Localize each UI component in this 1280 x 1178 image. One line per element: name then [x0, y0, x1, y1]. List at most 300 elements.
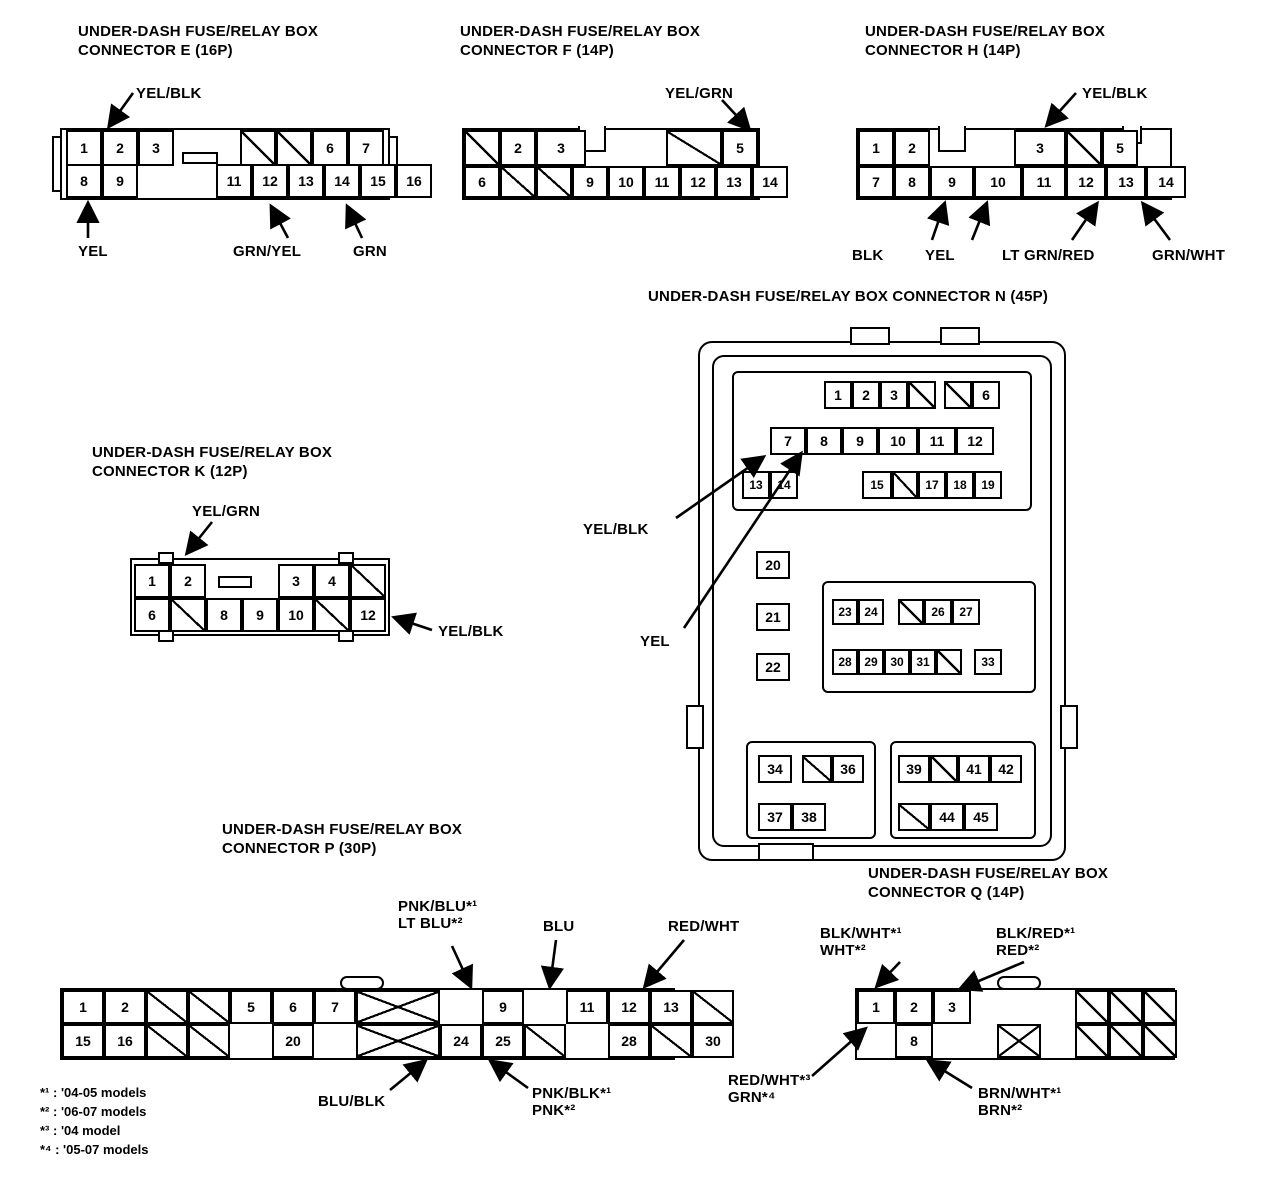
connector-f-pin-6[interactable] — [464, 166, 500, 198]
connector-n-side-tab-left — [686, 705, 704, 749]
connector-h-pin-13[interactable] — [1106, 166, 1146, 198]
connector-n-pin-29[interactable] — [858, 649, 884, 675]
connector-n-pin-43-blank[interactable] — [898, 803, 930, 831]
connector-q-pin-6-blank[interactable] — [1109, 990, 1143, 1024]
pin-label: 14 — [1158, 174, 1174, 190]
connector-f-pin-1-blank[interactable] — [464, 130, 500, 166]
pin-label: 3 — [948, 999, 956, 1015]
connector-p-pin-2[interactable] — [104, 990, 146, 1024]
connector-n-pin-27[interactable] — [952, 599, 980, 625]
pin-label: 6 — [478, 174, 486, 190]
pin-label: 9 — [948, 174, 956, 190]
connector-k-label-yel-grn: YEL/GRN — [192, 503, 261, 520]
pin-label: 2 — [184, 573, 192, 589]
connector-e-pin-11[interactable] — [216, 164, 252, 198]
pin-label: 19 — [981, 478, 995, 492]
connector-e-pin-9[interactable] — [102, 164, 138, 198]
connector-q-pin-14-blank[interactable] — [1143, 1024, 1177, 1058]
connector-n-pin-19[interactable] — [974, 471, 1002, 499]
connector-h-pin-14[interactable] — [1146, 166, 1186, 198]
connector-n-pin-18[interactable] — [946, 471, 974, 499]
connector-p-pin-12[interactable] — [608, 990, 650, 1024]
connector-p-pin-8-blank[interactable] — [356, 990, 440, 1024]
pin-label: 27 — [959, 605, 973, 619]
pin-label: 12 — [690, 174, 706, 190]
pin-label: 3 — [292, 573, 300, 589]
connector-n-top-tab-1 — [850, 327, 890, 345]
pin-label: 8 — [908, 174, 916, 190]
connector-p-label-pnk-blk — [532, 1085, 611, 1119]
connector-q-label-blk-wht — [820, 925, 902, 959]
connector-p-top-lock — [340, 976, 384, 990]
pin-label: 8 — [910, 1033, 918, 1049]
pin-label: 14 — [777, 478, 791, 492]
footnotes — [40, 1083, 149, 1159]
connector-n-pin-39[interactable] — [898, 755, 930, 783]
pin-label: 5 — [247, 999, 255, 1015]
pin-label: 5 — [736, 140, 744, 156]
pin-label: 23 — [838, 605, 852, 619]
pin-label: 21 — [765, 609, 781, 625]
connector-p-pin-30[interactable] — [692, 1024, 734, 1058]
pin-label: 30 — [890, 655, 904, 669]
connector-k-pin-9[interactable] — [242, 598, 278, 632]
pin-label: 3 — [890, 387, 898, 403]
connector-n-pin-6[interactable] — [972, 381, 1000, 409]
connector-q-pin-5-blank[interactable] — [1075, 990, 1109, 1024]
pin-label: 24 — [864, 605, 878, 619]
pin-label: 1 — [79, 999, 87, 1015]
connector-k-pin-1[interactable] — [134, 564, 170, 598]
connector-f-pin-11[interactable] — [644, 166, 680, 198]
connector-n-pin-2[interactable] — [852, 381, 880, 409]
connector-p-label-blu: BLU — [543, 918, 575, 935]
connector-e-pin-14[interactable] — [324, 164, 360, 198]
connector-n-pin-21[interactable] — [756, 603, 790, 631]
pin-label: 3 — [1036, 140, 1044, 156]
connector-q-label-brn-wht — [978, 1085, 1061, 1119]
pin-label: 6 — [982, 387, 990, 403]
footnote-4: *⁴ : '05-07 models — [40, 1142, 149, 1157]
pin-label: 20 — [285, 1033, 301, 1049]
connector-h-pin-10[interactable] — [974, 166, 1022, 198]
title-connector-p-line2: CONNECTOR P (30P) — [222, 840, 377, 857]
title-connector-k-line1: UNDER-DASH FUSE/RELAY BOX — [92, 444, 333, 461]
connector-n-pin-12[interactable] — [956, 427, 994, 455]
connector-p-label-pnk-blu-line1: PNK/BLU*¹ — [398, 898, 478, 915]
pin-label: 14 — [762, 174, 778, 190]
connector-q-pin-10-blank[interactable] — [997, 1024, 1041, 1058]
pin-label: 13 — [726, 174, 742, 190]
connector-q-pin-8[interactable] — [895, 1024, 933, 1058]
connector-f-pin-14[interactable] — [752, 166, 788, 198]
connector-n-pin-24[interactable] — [858, 599, 884, 625]
connector-p-pin-28[interactable] — [608, 1024, 650, 1058]
pin-label: 18 — [953, 478, 967, 492]
connector-f-pin-9[interactable] — [572, 166, 608, 198]
pin-label: 2 — [121, 999, 129, 1015]
pin-label: 15 — [370, 173, 386, 189]
connector-e-pin-3[interactable] — [138, 130, 174, 166]
title-connector-q-line1: UNDER-DASH FUSE/RELAY BOX — [868, 865, 1109, 882]
pin-label: 5 — [1116, 140, 1124, 156]
connector-n-pin-11[interactable] — [918, 427, 956, 455]
pin-label: 38 — [801, 809, 817, 825]
pin-label: 11 — [579, 999, 595, 1015]
pin-label: 2 — [862, 387, 870, 403]
connector-k-pin-11-blank[interactable] — [314, 598, 350, 632]
connector-k-lock-right — [338, 552, 354, 564]
connector-h-pin-4-blank[interactable] — [1066, 130, 1102, 166]
footnote-2: *² : '06-07 models — [40, 1104, 147, 1119]
pin-label: 41 — [966, 761, 982, 777]
connector-k-pin-12[interactable] — [350, 598, 386, 632]
pin-label: 3 — [557, 140, 565, 156]
pin-label: 1 — [872, 140, 880, 156]
connector-f-pin-5[interactable] — [722, 130, 758, 166]
connector-p-pin-25[interactable] — [482, 1024, 524, 1058]
connector-n-pin-10[interactable] — [878, 427, 918, 455]
pin-label: 1 — [80, 140, 88, 156]
connector-k-pin-7-blank[interactable] — [170, 598, 206, 632]
pin-label: 10 — [890, 433, 906, 449]
pin-label: 9 — [116, 173, 124, 189]
pin-label: 42 — [998, 761, 1014, 777]
pin-label: 2 — [910, 999, 918, 1015]
connector-f-pin-3[interactable] — [536, 130, 586, 166]
connector-e-pin-15[interactable] — [360, 164, 396, 198]
pin-label: 30 — [705, 1033, 721, 1049]
pin-label: 12 — [360, 607, 376, 623]
pin-label: 7 — [362, 140, 370, 156]
pin-label: 2 — [116, 140, 124, 156]
connector-h-pin-5[interactable] — [1102, 130, 1138, 166]
pin-label: 13 — [298, 173, 314, 189]
connector-q-label-red-wht — [728, 1072, 811, 1106]
pin-label: 39 — [906, 761, 922, 777]
connector-k-lock-left — [158, 552, 174, 564]
connector-k-pin-6[interactable] — [134, 598, 170, 632]
connector-n-label-yel: YEL — [640, 633, 670, 650]
footnote-1: *¹ : '04-05 models — [40, 1085, 147, 1100]
connector-p-label-pnk-blk-line1: PNK/BLK*¹ — [532, 1085, 612, 1102]
connector-h-label-yel-blk: YEL/BLK — [1082, 85, 1148, 102]
connector-q-pin-1[interactable] — [857, 990, 895, 1024]
connector-h-pin-12[interactable] — [1066, 166, 1106, 198]
connector-e-pin-5-blank[interactable] — [276, 130, 312, 166]
pin-label: 31 — [916, 655, 930, 669]
connector-q-pin-13-blank[interactable] — [1109, 1024, 1143, 1058]
connector-h-label-yel: YEL — [925, 247, 955, 264]
connector-p-pin-14-blank[interactable] — [692, 990, 734, 1024]
connector-p-pin-18-blank[interactable] — [188, 1024, 230, 1058]
connector-q-label-red-wht-line1: RED/WHT*³ — [728, 1072, 811, 1089]
connector-e-top-notch — [182, 152, 218, 164]
connector-n-pin-38[interactable] — [792, 803, 826, 831]
footnote-3: *³ : '04 model — [40, 1123, 121, 1138]
connector-e-pin-16[interactable] — [396, 164, 432, 198]
title-connector-f-line1: UNDER-DASH FUSE/RELAY BOX — [460, 23, 701, 40]
connector-h-top-notch-1 — [938, 126, 966, 152]
connector-f-pin-12[interactable] — [680, 166, 716, 198]
connector-p-pin-16[interactable] — [104, 1024, 146, 1058]
connector-h-pin-1[interactable] — [858, 130, 894, 166]
pin-label: 10 — [288, 607, 304, 623]
connector-p-pin-7[interactable] — [314, 990, 356, 1024]
title-connector-h — [865, 22, 1105, 60]
connector-q-top-lock — [997, 976, 1041, 990]
connector-h-label-lt-grn-red: LT GRN/RED — [1002, 247, 1095, 264]
pin-label: 3 — [152, 140, 160, 156]
pin-label: 9 — [499, 999, 507, 1015]
connector-p-pin-24[interactable] — [440, 1024, 482, 1058]
connector-p-pin-4-blank[interactable] — [188, 990, 230, 1024]
pin-label: 13 — [1118, 174, 1134, 190]
pin-label: 11 — [1036, 174, 1052, 190]
pin-label: 20 — [765, 557, 781, 573]
connector-n-pin-31[interactable] — [910, 649, 936, 675]
connector-p-pin-20[interactable] — [272, 1024, 314, 1058]
connector-p-pin-3-blank[interactable] — [146, 990, 188, 1024]
pin-label: 15 — [75, 1033, 91, 1049]
connector-p-pin-9[interactable] — [482, 990, 524, 1024]
title-connector-p-line1: UNDER-DASH FUSE/RELAY BOX — [222, 821, 463, 838]
connector-n-label-yel-blk: YEL/BLK — [583, 521, 649, 538]
pin-label: 11 — [654, 174, 670, 190]
connector-p-pin-21-blank[interactable] — [356, 1024, 440, 1058]
pin-label: 11 — [929, 433, 945, 449]
pin-label: 29 — [864, 655, 878, 669]
title-connector-k — [92, 443, 332, 481]
connector-n-pin-22[interactable] — [756, 653, 790, 681]
pin-label: 9 — [256, 607, 264, 623]
pin-label: 34 — [767, 761, 783, 777]
title-connector-e — [78, 22, 318, 60]
connector-p-label-pnk-blu — [398, 898, 477, 932]
pin-label: 8 — [80, 173, 88, 189]
pin-label: 12 — [262, 173, 278, 189]
connector-n-pin-16-blank[interactable] — [892, 471, 918, 499]
connector-q-pin-2[interactable] — [895, 990, 933, 1024]
connector-q-label-brn-line2: BRN*² — [978, 1102, 1023, 1119]
connector-q-pin-7-blank[interactable] — [1143, 990, 1177, 1024]
connector-h-pin-3[interactable] — [1014, 130, 1066, 166]
connector-f-pin-2[interactable] — [500, 130, 536, 166]
title-connector-h-line2: CONNECTOR H (14P) — [865, 42, 1021, 59]
connector-n-pin-44[interactable] — [930, 803, 964, 831]
connector-n-pin-35-blank[interactable] — [802, 755, 832, 783]
connector-n-pin-34[interactable] — [758, 755, 792, 783]
connector-h-pin-2[interactable] — [894, 130, 930, 166]
pin-label: 13 — [749, 478, 763, 492]
connector-n-pin-42[interactable] — [990, 755, 1022, 783]
connector-q-pin-3[interactable] — [933, 990, 971, 1024]
pin-label: 4 — [328, 573, 336, 589]
connector-f-pin-10[interactable] — [608, 166, 644, 198]
pin-label: 1 — [872, 999, 880, 1015]
connector-n-pin-3[interactable] — [880, 381, 908, 409]
connector-n-pin-40-blank[interactable] — [930, 755, 958, 783]
pin-label: 6 — [326, 140, 334, 156]
connector-n-pin-45[interactable] — [964, 803, 998, 831]
connector-e-pin-12[interactable] — [252, 164, 288, 198]
connector-p-pin-13[interactable] — [650, 990, 692, 1024]
connector-q-label-red-line2: RED*² — [996, 942, 1040, 959]
pin-label: 44 — [939, 809, 955, 825]
connector-f-pin-13[interactable] — [716, 166, 752, 198]
pin-label: 7 — [784, 433, 792, 449]
connector-n-pin-17[interactable] — [918, 471, 946, 499]
connector-q-label-wht-line2: WHT*² — [820, 942, 866, 959]
connector-n-pin-26[interactable] — [924, 599, 952, 625]
connector-n-pin-36[interactable] — [832, 755, 864, 783]
pin-label: 16 — [117, 1033, 133, 1049]
title-connector-f — [460, 22, 700, 60]
pin-label: 9 — [586, 174, 594, 190]
connector-e-left-tab — [52, 136, 60, 192]
title-connector-q — [868, 864, 1108, 902]
connector-n-pin-13[interactable] — [742, 471, 770, 499]
connector-k-pin-10[interactable] — [278, 598, 314, 632]
pin-label: 36 — [840, 761, 856, 777]
connector-k-pin-2[interactable] — [170, 564, 206, 598]
connector-p-label-red-wht: RED/WHT — [668, 918, 740, 935]
pin-label: 22 — [765, 659, 781, 675]
pin-label: 10 — [618, 174, 634, 190]
pin-label: 13 — [663, 999, 679, 1015]
connector-n-bottom-tab — [758, 843, 814, 861]
pin-label: 14 — [334, 173, 350, 189]
connector-n-pin-1[interactable] — [824, 381, 852, 409]
connector-f-pin-8-blank[interactable] — [536, 166, 572, 198]
pin-label: 28 — [621, 1033, 637, 1049]
pin-label: 12 — [967, 433, 983, 449]
pin-label: 1 — [834, 387, 842, 403]
pin-label: 24 — [453, 1033, 469, 1049]
connector-k-pin-8[interactable] — [206, 598, 242, 632]
connector-p-label-pnk-line2: PNK*² — [532, 1102, 576, 1119]
connector-e-label-yel: YEL — [78, 243, 108, 260]
connector-p-label-blu-blk: BLU/BLK — [318, 1093, 386, 1110]
connector-n-pin-33[interactable] — [974, 649, 1002, 675]
connector-h-pin-11[interactable] — [1022, 166, 1066, 198]
pin-label: 33 — [981, 655, 995, 669]
connector-k-pin-3[interactable] — [278, 564, 314, 598]
connector-p-pin-29-blank[interactable] — [650, 1024, 692, 1058]
connector-h-pin-8[interactable] — [894, 166, 930, 198]
title-connector-h-line1: UNDER-DASH FUSE/RELAY BOX — [865, 23, 1106, 40]
connector-e-label-grn-yel: GRN/YEL — [233, 243, 302, 260]
connector-n-pin-8[interactable] — [806, 427, 842, 455]
connector-e-pin-8[interactable] — [66, 164, 102, 198]
connector-n-pin-37[interactable] — [758, 803, 792, 831]
connector-n-pin-4-blank[interactable] — [908, 381, 936, 409]
connector-n-pin-9[interactable] — [842, 427, 878, 455]
connector-h-pin-9[interactable] — [930, 166, 974, 198]
title-connector-n — [648, 287, 1048, 306]
pin-label: 12 — [621, 999, 637, 1015]
connector-n-side-tab-right — [1060, 705, 1078, 749]
title-connector-f-line2: CONNECTOR F (14P) — [460, 42, 614, 59]
pin-label: 7 — [872, 174, 880, 190]
connector-q-label-grn-line2: GRN*⁴ — [728, 1089, 776, 1106]
title-connector-q-line2: CONNECTOR Q (14P) — [868, 884, 1025, 901]
connector-n-pin-15[interactable] — [862, 471, 892, 499]
pin-label: 25 — [495, 1033, 511, 1049]
title-connector-k-line2: CONNECTOR K (12P) — [92, 463, 248, 480]
connector-n-pin-20[interactable] — [756, 551, 790, 579]
connector-k-pin-4[interactable] — [314, 564, 350, 598]
title-connector-e-line1: UNDER-DASH FUSE/RELAY BOX — [78, 23, 319, 40]
pin-label: 7 — [331, 999, 339, 1015]
connector-e-pin-1[interactable] — [66, 130, 102, 166]
connector-e-label-yel-blk: YEL/BLK — [136, 85, 202, 102]
connector-p-label-lt-blu-line2: LT BLU*² — [398, 915, 463, 932]
connector-n-pin-5-blank[interactable] — [944, 381, 972, 409]
connector-e-pin-4-blank[interactable] — [240, 130, 276, 166]
pin-label: 17 — [925, 478, 939, 492]
connector-n-pin-7[interactable] — [770, 427, 806, 455]
connector-n-pin-30[interactable] — [884, 649, 910, 675]
pin-label: 8 — [220, 607, 228, 623]
connector-n-pin-32-blank[interactable] — [936, 649, 962, 675]
connector-q-label-blk-red-line1: BLK/RED*¹ — [996, 925, 1076, 942]
connector-e-pin-7[interactable] — [348, 130, 384, 166]
connector-q-label-blk-wht-line1: BLK/WHT*¹ — [820, 925, 902, 942]
connector-h-label-grn-wht: GRN/WHT — [1152, 247, 1226, 264]
connector-n-mid-block — [822, 581, 1036, 693]
connector-p-pin-15[interactable] — [62, 1024, 104, 1058]
connector-p-pin-17-blank[interactable] — [146, 1024, 188, 1058]
connector-n-pin-28[interactable] — [832, 649, 858, 675]
connector-k-pin-5-blank[interactable] — [350, 564, 386, 598]
connector-h-label-blk: BLK — [852, 247, 884, 264]
pin-label: 2 — [908, 140, 916, 156]
pin-label: 11 — [226, 173, 242, 189]
pin-label: 2 — [514, 140, 522, 156]
pin-label: 9 — [856, 433, 864, 449]
connector-q-label-brn-wht-line1: BRN/WHT*¹ — [978, 1085, 1062, 1102]
pin-label: 15 — [870, 478, 884, 492]
connector-n-pin-41[interactable] — [958, 755, 990, 783]
pin-label: 26 — [931, 605, 945, 619]
connector-f-pin-4-blank[interactable] — [666, 130, 722, 166]
connector-p-pin-5[interactable] — [230, 990, 272, 1024]
connector-e-pin-6[interactable] — [312, 130, 348, 166]
connector-h-pin-7[interactable] — [858, 166, 894, 198]
pin-label: 28 — [838, 655, 852, 669]
pin-label: 6 — [148, 607, 156, 623]
connector-n-pin-14[interactable] — [770, 471, 798, 499]
connector-q-pin-12-blank[interactable] — [1075, 1024, 1109, 1058]
connector-e-pin-13[interactable] — [288, 164, 324, 198]
pin-label: 37 — [767, 809, 783, 825]
connector-n-pin-23[interactable] — [832, 599, 858, 625]
connector-p-pin-11[interactable] — [566, 990, 608, 1024]
connector-e-pin-2[interactable] — [102, 130, 138, 166]
connector-k-label-yel-blk: YEL/BLK — [438, 623, 504, 640]
connector-f-label-yel-grn: YEL/GRN — [665, 85, 734, 102]
connector-n-pin-25-blank[interactable] — [898, 599, 924, 625]
connector-p-pin-1[interactable] — [62, 990, 104, 1024]
connector-p-pin-6[interactable] — [272, 990, 314, 1024]
connector-n-top-tab-2 — [940, 327, 980, 345]
connector-f-pin-7-blank[interactable] — [500, 166, 536, 198]
title-connector-p — [222, 820, 462, 858]
connector-p-pin-26-blank[interactable] — [524, 1024, 566, 1058]
connector-k-center-notch — [218, 576, 252, 588]
connector-e-label-grn: GRN — [353, 243, 387, 260]
